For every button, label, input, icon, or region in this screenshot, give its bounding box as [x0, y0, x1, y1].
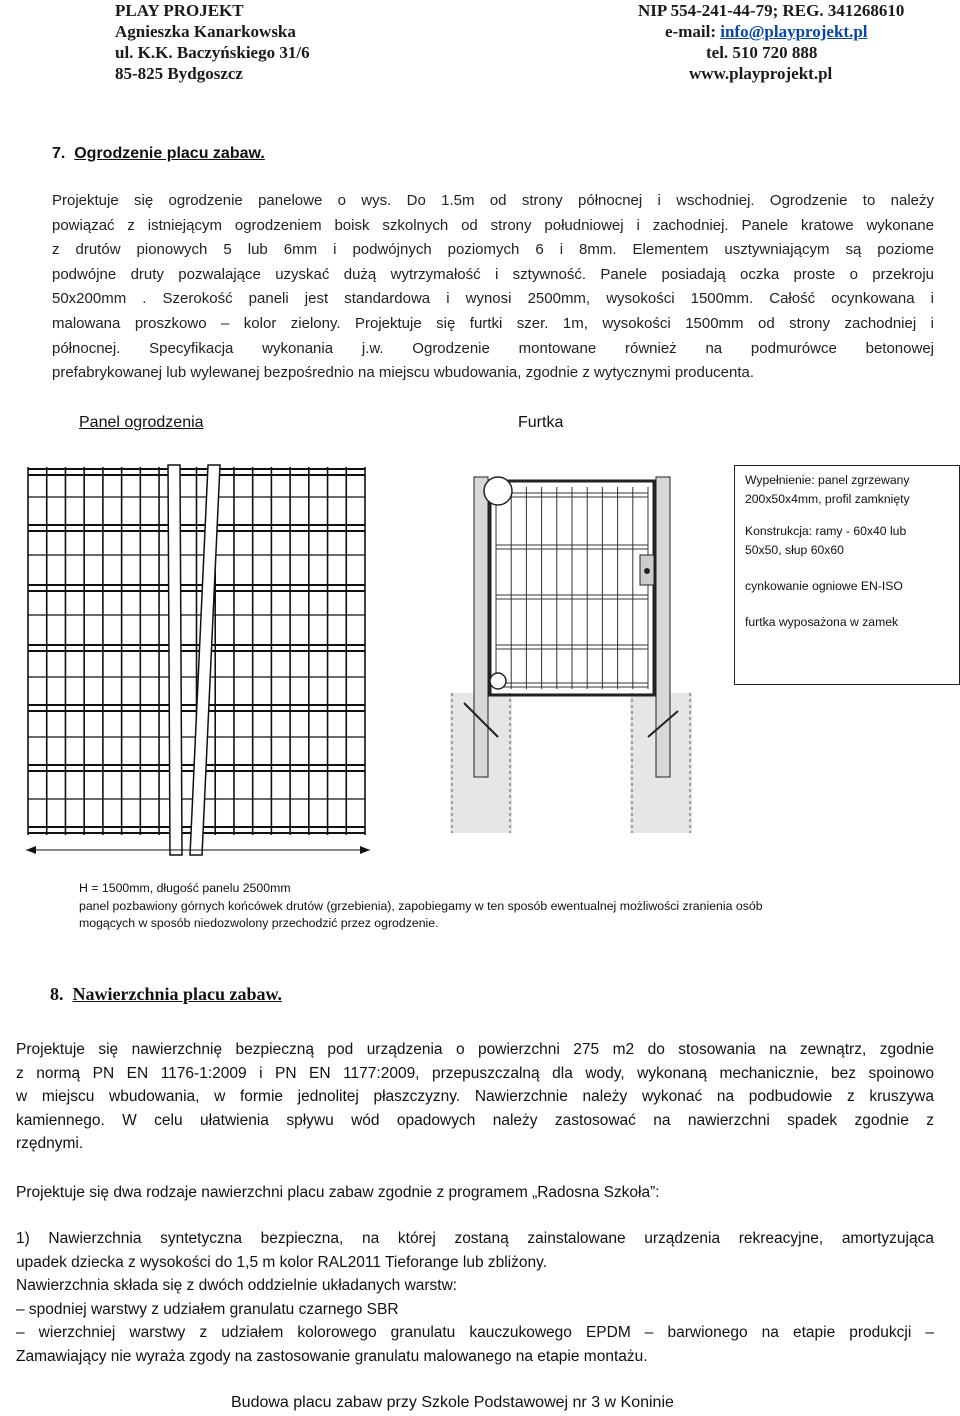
para-line: Projektuje się ogrodzenie panelowe o wys. Do 1.5m od strony północnej i wschodniej. Ogrodzenie to należy — [52, 192, 934, 209]
spec-fill: Wypełnienie: panel zgrzewany — [745, 473, 910, 487]
para-line: z drutów pionowych 5 lub 6mm i podwójnych poziomych 6 i 8mm. Elementem usztywniającym są poziome — [52, 241, 934, 259]
para-line: upadek dziecka z wysokości do 1,5 m kolor RAL2011 Tieforange lub zbliżony. — [16, 1253, 548, 1271]
owner-name: Agnieszka Kanarkowska — [115, 22, 296, 41]
phone: tel. 510 720 888 — [706, 43, 818, 62]
spec-galvanizing: cynkowanie ogniowe EN-ISO — [745, 579, 903, 593]
para-line: rzędnymi. — [16, 1135, 84, 1152]
section-8-heading — [50, 984, 282, 1005]
panel-drawing — [20, 455, 380, 865]
bullet-line: – spodniej warstwy z udziałem granulatu czarnego SBR — [16, 1300, 399, 1318]
spec-fill-profile: 200x50x4mm, profil zamknięty — [745, 492, 910, 506]
para-line: w miejscu wbudowania, w formie jednolitej płaszczyzny. Nawierzchnie należy wykonać na podbudowie z kruszywa — [16, 1088, 934, 1105]
section-8-paragraph-3 — [16, 1227, 934, 1368]
nip-reg: NIP 554-241-44-79; REG. 341268610 — [638, 1, 905, 20]
para-line: prefabrykowanej lub wylewanej bezpośrednio na miejscu wbudowania, zgodnie z wytycznymi producenta. — [52, 364, 755, 382]
figure-note — [79, 880, 939, 933]
section-8-paragraph-2: Projektuje się dwa rodzaje nawierzchni placu zabaw zgodnie z programem „Radosna Szkoła”: — [16, 1184, 660, 1201]
spec-post: 50x50, słup 60x60 — [745, 543, 844, 557]
spec-frame: Konstrukcja: ramy - 60x40 lub — [745, 524, 907, 538]
contact-block — [638, 0, 904, 84]
para-line: Zamawiający nie wyraża zgody na zastosowanie granulatu malowanego na etapie montażu. — [16, 1347, 648, 1365]
section-8-paragraph-1 — [16, 1038, 934, 1156]
company-block — [115, 0, 310, 84]
gate-caption: Furtka — [518, 414, 564, 431]
postal-city: 85-825 Bydgoszcz — [115, 64, 243, 83]
email-link[interactable]: info@playprojekt.pl — [720, 22, 868, 41]
panel-caption: Panel ogrodzenia — [79, 414, 204, 431]
note-line: panel pozbawiony górnych końcówek drutów (grzebienia), zapobiegamy w ten sposób ewentualnej możliwości zranienia osób — [79, 898, 763, 913]
para-line: powiązać z istniejącym ogrodzeniem boisk szkolnych od strony południowej i zachodniej. Panele kratowe wykonane — [52, 216, 934, 234]
spec-lock: furtka wyposażona w zamek — [745, 615, 899, 629]
section-7-paragraph — [52, 189, 934, 386]
spec-box — [734, 465, 960, 685]
website-link[interactable]: www.playprojekt.pl — [689, 64, 833, 83]
para-line: Nawierzchnia składa się z dwóch oddzielnie układanych warstw: — [16, 1277, 458, 1294]
para-line: podwójne druty pozwalające uzyskać dużą wytrzymałość i sztywność. Panele posiadają oczka proste o przekroju — [52, 265, 934, 283]
note-line: mogących w sposób niedozwolony przechodzić przez ogrodzenie. — [79, 916, 439, 930]
company-name: PLAY PROJEKT — [115, 1, 244, 20]
para-line: Projektuje się nawierzchnię bezpieczną pod urządzenia o powierzchni 275 m2 do stosowania na zewnątrz, zgodnie — [16, 1041, 934, 1058]
para-line: z normą PN EN 1176-1:2009 i PN EN 1177:2009, przepuszczalną dla wody, wykonaną mechanicznie, bez spoinowo — [16, 1064, 934, 1082]
para-line: 50x200mm . Szerokość paneli jest standardowa i wynosi 2500mm, wysokości 1500mm. Całość ocynkowana i — [52, 290, 934, 308]
para-line: północnej. Specyfikacja wykonania j.w. Ogrodzenie montowane również na podmurówce betonowej — [52, 339, 934, 357]
section-7-number: 7. — [52, 145, 66, 162]
note-line: H = 1500mm, długość panelu 2500mm — [79, 881, 291, 895]
para-line: malowana proszkowo – kolor zielony. Projektuje się furtki szer. 1m, wysokości 1500mm od strony zachodniej i — [52, 314, 934, 332]
para-line: 1) Nawierzchnia syntetyczna bezpieczna, na której zostaną zainstalowane urządzenia rekreacyjne, amortyzująca — [16, 1230, 934, 1247]
street-address: ul. K.K. Baczyńskiego 31/6 — [115, 43, 310, 62]
para-line: kamiennego. W celu ułatwienia spływu wód opadowych należy zastosować na nawierzchni spadek zgodnie z — [16, 1111, 934, 1129]
section-8-title: Nawierzchnia placu zabaw. — [72, 984, 282, 1004]
section-7-title: Ogrodzenie placu zabaw. — [74, 145, 265, 162]
email-line: e-mail: info@playprojekt.pl — [665, 22, 868, 41]
section-8-number: 8. — [50, 984, 64, 1004]
section-7-heading — [52, 145, 265, 163]
bullet-line: – wierzchniej warstwy z udziałem kolorowego granulatu kauczukowego EPDM – barwionego na etapie produkcji – — [16, 1324, 934, 1341]
gate-drawing — [430, 455, 700, 840]
page-footer: Budowa placu zabaw przy Szkole Podstawowej nr 3 w Koninie — [231, 1394, 674, 1411]
